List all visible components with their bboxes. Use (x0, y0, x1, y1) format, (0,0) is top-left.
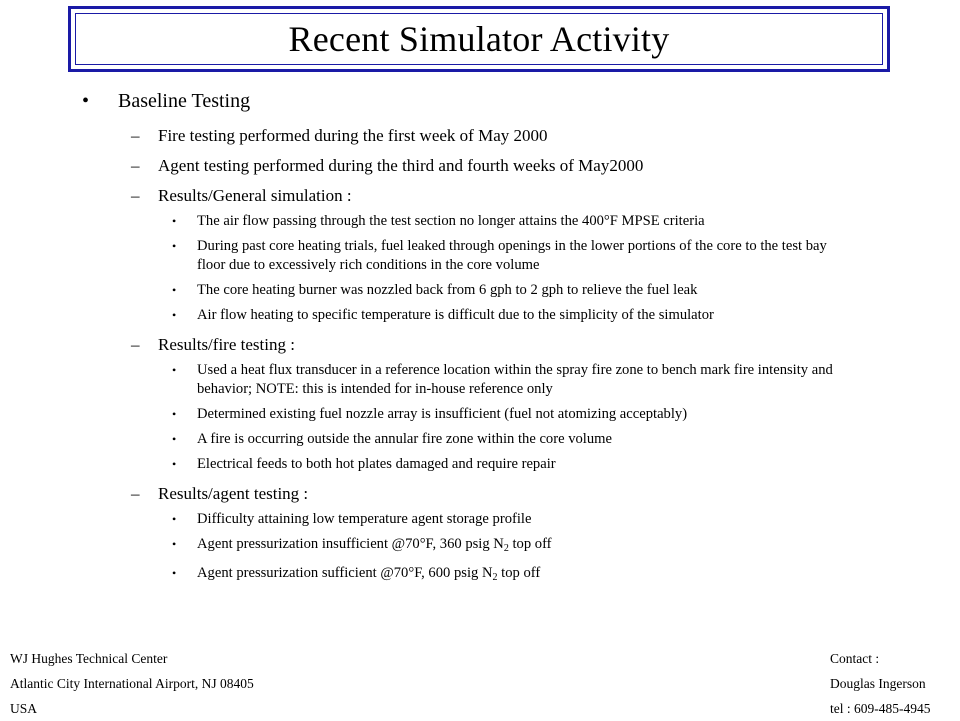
heading-results-agent (131, 484, 960, 504)
heading-text: Results/agent testing : (158, 484, 309, 503)
list-item-text: During past core heating trials, fuel leaked through openings in the lower portions of the core to the test bay floor due to excessively rich conditions in the core volume (197, 238, 827, 273)
page-title: Recent Simulator Activity (288, 19, 670, 59)
dash-icon: – (131, 126, 140, 145)
dash-icon: – (131, 484, 140, 503)
dash-icon: – (131, 186, 140, 205)
list-item (172, 361, 857, 399)
text-part: top off (508, 536, 552, 552)
list-item (172, 281, 857, 300)
list-item-text: Used a heat flux transducer in a reference location within the spray fire zone to bench mark fire intensity and behavior; NOTE: this is intended for in-house reference only (197, 362, 833, 397)
footer-line: USA (10, 701, 38, 716)
dot-icon: • (172, 239, 177, 253)
list-item (172, 306, 857, 325)
subscript: 2 (492, 572, 498, 583)
list-item-text: Difficulty attaining low temperature agent storage profile (197, 511, 532, 527)
footer-line: Contact : (830, 651, 880, 666)
footer-line: Atlantic City International Airport, NJ 08405 (10, 676, 254, 691)
list-item (172, 535, 857, 558)
dot-icon: • (172, 432, 177, 446)
text-part: Agent pressurization insufficient @70°F, 360 psig N (197, 536, 504, 552)
list-item-text (197, 565, 540, 581)
footer-contact (830, 646, 931, 721)
dot-icon: • (172, 363, 177, 377)
footer-line: tel : 609-485-4945 (830, 701, 931, 716)
dot-icon: • (172, 283, 177, 297)
section-baseline-testing (82, 86, 960, 116)
dash-icon: – (131, 335, 140, 354)
title-inner-frame (75, 13, 883, 65)
list-item (172, 510, 857, 529)
list-item-text: The air flow passing through the test section no longer attains the 400°F MPSE criteria (197, 213, 705, 229)
heading-text: Results/General simulation : (158, 186, 352, 205)
dot-icon: • (172, 308, 177, 322)
section-label: Baseline Testing (118, 90, 251, 112)
heading-text: Results/fire testing : (158, 335, 295, 354)
list-item (172, 212, 857, 231)
list-item-text (197, 536, 552, 552)
dot-icon: • (172, 537, 177, 551)
dot-icon: • (172, 512, 177, 526)
list-item (172, 564, 857, 587)
item-agent-testing (131, 156, 960, 176)
list-item-text: Air flow heating to specific temperature is difficult due to the simplicity of the simulator (197, 307, 714, 323)
dot-icon: • (172, 214, 177, 228)
list-item-text: Electrical feeds to both hot plates damaged and require repair (197, 456, 556, 472)
dot-icon: • (172, 407, 177, 421)
dash-icon: – (131, 156, 140, 175)
list-item-text: Determined existing fuel nozzle array is insufficient (fuel not atomizing acceptably) (197, 406, 688, 422)
dot-icon: • (172, 457, 177, 471)
subscript: 2 (503, 543, 509, 554)
text-part: Agent pressurization sufficient @70°F, 600 psig N (197, 565, 493, 581)
footer-line: Douglas Ingerson (830, 676, 926, 691)
slide-content (0, 86, 960, 587)
list-item (172, 455, 857, 474)
footer-line: WJ Hughes Technical Center (10, 651, 168, 666)
title-frame (68, 6, 890, 72)
item-text: Agent testing performed during the third and fourth weeks of May2000 (158, 156, 644, 175)
item-text: Fire testing performed during the first week of May 2000 (158, 126, 548, 145)
list-item (172, 405, 857, 424)
list-item-text: A fire is occurring outside the annular fire zone within the core volume (197, 431, 612, 447)
heading-results-general (131, 186, 960, 206)
dot-icon: • (172, 566, 177, 580)
item-fire-testing (131, 126, 960, 146)
footer-address (10, 646, 254, 721)
list-item (172, 430, 857, 449)
heading-results-fire (131, 335, 960, 355)
text-part: top off (497, 565, 541, 581)
bullet-icon: • (82, 90, 90, 112)
list-item-text: The core heating burner was nozzled back from 6 gph to 2 gph to relieve the fuel leak (197, 282, 698, 298)
list-item (172, 237, 857, 275)
